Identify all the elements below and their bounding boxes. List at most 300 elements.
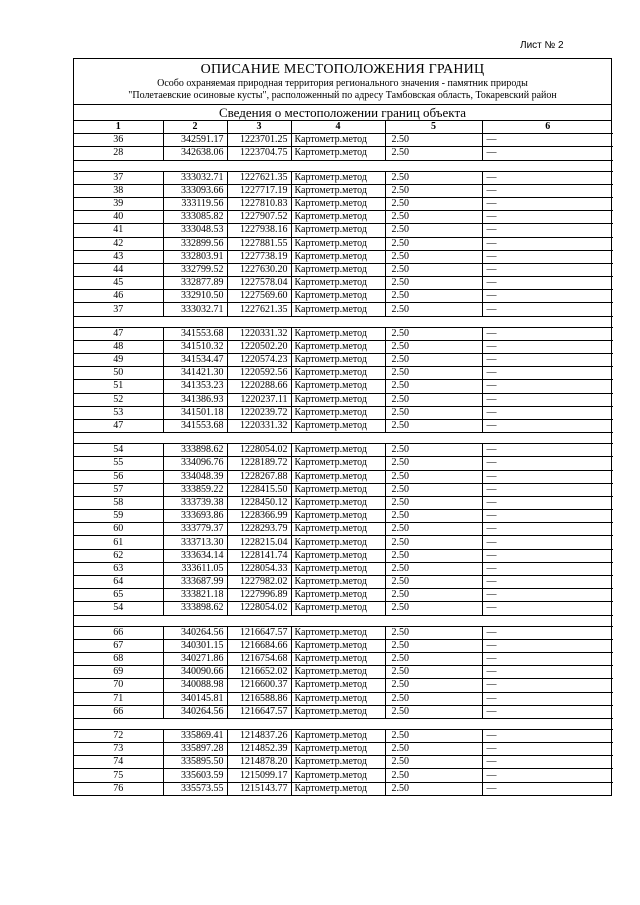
table-group-separator [74,718,613,729]
table-cell: 1223704.75 [227,147,291,160]
table-cell: 332877.89 [163,277,227,290]
table-cell: — [482,536,613,549]
table-cell: 2.50 [385,457,482,470]
table-cell: 1228054.33 [227,562,291,575]
table-cell: — [482,639,613,652]
table-cell: 1228450.12 [227,496,291,509]
table-cell: 54 [74,602,163,615]
table-cell: 341510.32 [163,340,227,353]
table-cell: — [482,457,613,470]
table-row [74,444,613,457]
document-title: ОПИСАНИЕ МЕСТОПОЛОЖЕНИЯ ГРАНИЦ [200,62,485,77]
table-cell: 1214837.26 [227,729,291,742]
table-row [74,340,613,353]
table-cell: — [482,327,613,340]
table-cell: — [482,705,613,718]
table-cell: 2.50 [385,419,482,432]
table-cell: 56 [74,470,163,483]
table-cell: 2.50 [385,576,482,589]
table-cell: 1228293.79 [227,523,291,536]
table-cell: Картометр.метод [291,510,385,523]
table-cell: 2.50 [385,444,482,457]
table-row [74,327,613,340]
table-cell: 2.50 [385,263,482,276]
table-cell: Картометр.метод [291,705,385,718]
table-cell: 39 [74,197,163,210]
table-cell: 2.50 [385,483,482,496]
table-cell: 1214878.20 [227,756,291,769]
table-cell: 1215143.77 [227,782,291,795]
table-row [74,769,613,782]
separator-cell [74,160,613,171]
table-cell: 335895.50 [163,756,227,769]
table-row [74,134,613,147]
table-cell: Картометр.метод [291,380,385,393]
table-cell: 1220331.32 [227,327,291,340]
table-cell: 60 [74,523,163,536]
table-cell: — [482,523,613,536]
table-cell: — [482,589,613,602]
sheet-number: Лист № 2 [520,40,564,51]
table-cell: — [482,224,613,237]
table-cell: 1227578.04 [227,277,291,290]
document-frame [73,58,612,796]
table-cell: — [482,483,613,496]
table-cell: 52 [74,393,163,406]
table-cell: 2.50 [385,406,482,419]
table-cell: 1216754.68 [227,652,291,665]
table-cell: 1228054.02 [227,444,291,457]
table-cell: 1227982.02 [227,576,291,589]
table-cell: Картометр.метод [291,743,385,756]
table-cell: 333687.99 [163,576,227,589]
table-cell: 51 [74,380,163,393]
table-cell: — [482,290,613,303]
table-cell: — [482,756,613,769]
table-cell: 341421.30 [163,367,227,380]
table-cell: 45 [74,277,163,290]
table-row [74,589,613,602]
table-cell: 37 [74,171,163,184]
table-header-row [74,121,613,134]
table-cell: Картометр.метод [291,769,385,782]
table-row [74,380,613,393]
table-row [74,562,613,575]
table-cell: Картометр.метод [291,134,385,147]
table-cell: 1216588.86 [227,692,291,705]
table-cell: 41 [74,224,163,237]
table-cell: 333859.22 [163,483,227,496]
table-cell: 333693.86 [163,510,227,523]
table-cell: 1214852.39 [227,743,291,756]
table-cell: 1227569.60 [227,290,291,303]
table-cell: 1220592.56 [227,367,291,380]
table-row [74,705,613,718]
table-cell: 1228189.72 [227,457,291,470]
table-cell: 2.50 [385,340,482,353]
table-row [74,211,613,224]
table-cell: Картометр.метод [291,290,385,303]
table-row [74,470,613,483]
section-title: Сведения о местоположении границ объекта [74,105,611,121]
table-group-separator [74,615,613,626]
table-cell: 47 [74,419,163,432]
table-cell: 340090.66 [163,666,227,679]
table-cell: 340088.98 [163,679,227,692]
table-cell: 2.50 [385,743,482,756]
table-cell: 2.50 [385,510,482,523]
column-header: 6 [482,121,613,134]
table-cell: 1220331.32 [227,419,291,432]
table-row [74,290,613,303]
table-cell: Картометр.метод [291,756,385,769]
table-cell: Картометр.метод [291,523,385,536]
table-cell: — [482,197,613,210]
table-cell: — [482,562,613,575]
table-cell: 2.50 [385,536,482,549]
table-row [74,303,613,316]
table-cell: 49 [74,354,163,367]
table-row [74,406,613,419]
table-cell: 2.50 [385,679,482,692]
table-cell: 1228267.88 [227,470,291,483]
table-row [74,549,613,562]
table-cell: — [482,134,613,147]
coordinates-table [74,121,613,795]
table-cell: 1228054.02 [227,602,291,615]
table-cell: Картометр.метод [291,171,385,184]
table-cell: 42 [74,237,163,250]
table-cell: — [482,576,613,589]
table-cell: Картометр.метод [291,354,385,367]
column-header: 5 [385,121,482,134]
table-cell: 2.50 [385,626,482,639]
table-cell: 73 [74,743,163,756]
table-cell: 333898.62 [163,444,227,457]
table-cell: 1216684.66 [227,639,291,652]
table-cell: 1227717.19 [227,184,291,197]
table-cell: — [482,340,613,353]
table-cell: 2.50 [385,134,482,147]
table-cell: 340145.81 [163,692,227,705]
table-cell: 341534.47 [163,354,227,367]
table-cell: 54 [74,444,163,457]
table-cell: 2.50 [385,250,482,263]
table-cell: 61 [74,536,163,549]
table-row [74,756,613,769]
table-cell: 2.50 [385,756,482,769]
table-cell: 335869.41 [163,729,227,742]
table-cell: 1220237.11 [227,393,291,406]
table-row [74,277,613,290]
table-cell: — [482,602,613,615]
table-cell: 69 [74,666,163,679]
table-cell: 63 [74,562,163,575]
table-row [74,483,613,496]
table-row [74,639,613,652]
table-row [74,147,613,160]
table-cell: 341386.93 [163,393,227,406]
table-cell: 1223701.25 [227,134,291,147]
table-row [74,263,613,276]
table-row [74,652,613,665]
table-cell: 333119.56 [163,197,227,210]
table-row [74,692,613,705]
table-cell: Картометр.метод [291,576,385,589]
table-cell: 44 [74,263,163,276]
table-cell: 1216647.57 [227,705,291,718]
table-cell: 47 [74,327,163,340]
table-cell: — [482,211,613,224]
table-cell: 38 [74,184,163,197]
table-cell: — [482,743,613,756]
table-cell: 335573.55 [163,782,227,795]
table-cell: 2.50 [385,147,482,160]
table-cell: Картометр.метод [291,224,385,237]
table-cell: 2.50 [385,602,482,615]
table-cell: 2.50 [385,224,482,237]
table-cell: 341501.18 [163,406,227,419]
table-row [74,679,613,692]
table-cell: 75 [74,769,163,782]
table-cell: 340264.56 [163,626,227,639]
table-cell: 2.50 [385,496,482,509]
table-cell: 2.50 [385,705,482,718]
table-cell: — [482,380,613,393]
table-row [74,367,613,380]
table-cell: 2.50 [385,393,482,406]
table-cell: 1227907.52 [227,211,291,224]
table-cell: 2.50 [385,197,482,210]
table-cell: 2.50 [385,639,482,652]
table-cell: 1228215.04 [227,536,291,549]
table-cell: — [482,729,613,742]
table-cell: 2.50 [385,470,482,483]
table-cell: 333739.38 [163,496,227,509]
table-cell: Картометр.метод [291,367,385,380]
table-row [74,626,613,639]
table-cell: 59 [74,510,163,523]
table-cell: 58 [74,496,163,509]
table-cell: — [482,367,613,380]
table-cell: — [482,782,613,795]
table-row [74,184,613,197]
table-cell: 53 [74,406,163,419]
table-cell: — [482,470,613,483]
table-cell: Картометр.метод [291,549,385,562]
table-cell: — [482,303,613,316]
table-cell: Картометр.метод [291,666,385,679]
table-row [74,171,613,184]
table-row [74,743,613,756]
column-header: 1 [74,121,163,134]
table-cell: — [482,666,613,679]
table-cell: 333898.62 [163,602,227,615]
table-cell: 2.50 [385,549,482,562]
table-row [74,419,613,432]
table-cell: 1216652.02 [227,666,291,679]
table-cell: Картометр.метод [291,483,385,496]
table-cell: 55 [74,457,163,470]
table-row [74,197,613,210]
table-row [74,782,613,795]
table-cell: 1227621.35 [227,303,291,316]
table-cell: Картометр.метод [291,263,385,276]
separator-cell [74,316,613,327]
table-cell: 2.50 [385,692,482,705]
table-cell: Картометр.метод [291,692,385,705]
table-cell: 68 [74,652,163,665]
table-cell: 342591.17 [163,134,227,147]
table-cell: 43 [74,250,163,263]
table-cell: 341553.68 [163,419,227,432]
table-cell: — [482,549,613,562]
table-cell: 333032.71 [163,303,227,316]
table-cell: Картометр.метод [291,184,385,197]
table-cell: 2.50 [385,354,482,367]
table-cell: 72 [74,729,163,742]
table-cell: 36 [74,134,163,147]
column-header: 2 [163,121,227,134]
separator-cell [74,718,613,729]
table-cell: 333779.37 [163,523,227,536]
table-cell: 2.50 [385,523,482,536]
table-cell: 1220239.72 [227,406,291,419]
table-cell: Картометр.метод [291,393,385,406]
table-cell: 57 [74,483,163,496]
table-cell: 332899.56 [163,237,227,250]
table-cell: Картометр.метод [291,639,385,652]
column-header: 4 [291,121,385,134]
table-group-separator [74,160,613,171]
table-cell: — [482,277,613,290]
table-row [74,250,613,263]
table-cell: 1227881.55 [227,237,291,250]
table-cell: Картометр.метод [291,197,385,210]
table-cell: 2.50 [385,171,482,184]
table-cell: 333032.71 [163,171,227,184]
table-cell: 1227630.20 [227,263,291,276]
table-cell: Картометр.метод [291,250,385,263]
table-cell: 2.50 [385,184,482,197]
table-cell: 335603.59 [163,769,227,782]
table-cell: 2.50 [385,303,482,316]
table-cell: Картометр.метод [291,652,385,665]
table-cell: — [482,626,613,639]
table-cell: 1216647.57 [227,626,291,639]
table-cell: Картометр.метод [291,626,385,639]
table-cell: Картометр.метод [291,147,385,160]
table-cell: 342638.06 [163,147,227,160]
table-cell: Картометр.метод [291,211,385,224]
document-header [74,59,611,105]
table-cell: — [482,184,613,197]
table-cell: 64 [74,576,163,589]
table-cell: 2.50 [385,211,482,224]
table-cell: 2.50 [385,562,482,575]
table-cell: Картометр.метод [291,536,385,549]
table-cell: 46 [74,290,163,303]
table-cell: 1227738.19 [227,250,291,263]
table-cell: 2.50 [385,327,482,340]
table-cell: — [482,496,613,509]
table-cell: 340264.56 [163,705,227,718]
table-row [74,576,613,589]
table-cell: 66 [74,705,163,718]
table-cell: — [482,406,613,419]
table-cell: — [482,263,613,276]
table-cell: 335897.28 [163,743,227,756]
table-cell: — [482,510,613,523]
table-cell: Картометр.метод [291,562,385,575]
table-cell: 1227621.35 [227,171,291,184]
table-cell: 1220502.20 [227,340,291,353]
table-cell: — [482,444,613,457]
table-cell: 37 [74,303,163,316]
table-row [74,666,613,679]
separator-cell [74,433,613,444]
table-row [74,523,613,536]
table-cell: 2.50 [385,666,482,679]
table-cell: Картометр.метод [291,340,385,353]
table-cell: 340271.86 [163,652,227,665]
table-cell: — [482,171,613,184]
table-row [74,496,613,509]
table-cell: 334096.76 [163,457,227,470]
table-cell: Картометр.метод [291,277,385,290]
table-cell: 2.50 [385,380,482,393]
table-row [74,224,613,237]
table-cell: 1227996.89 [227,589,291,602]
table-row [74,510,613,523]
table-cell: 333821.18 [163,589,227,602]
table-cell: 341353.23 [163,380,227,393]
table-cell: Картометр.метод [291,470,385,483]
table-cell: 1228141.74 [227,549,291,562]
column-header: 3 [227,121,291,134]
table-cell: — [482,250,613,263]
table-cell: 50 [74,367,163,380]
table-cell: 333085.82 [163,211,227,224]
table-cell: 332910.50 [163,290,227,303]
table-cell: 2.50 [385,729,482,742]
table-cell: 341553.68 [163,327,227,340]
separator-cell [74,615,613,626]
table-cell: 2.50 [385,769,482,782]
table-cell: 67 [74,639,163,652]
table-cell: 2.50 [385,589,482,602]
table-cell: 2.50 [385,652,482,665]
table-cell: 332803.91 [163,250,227,263]
table-row [74,237,613,250]
table-cell: 71 [74,692,163,705]
table-cell: Картометр.метод [291,729,385,742]
territory-name-address: "Полетаевские осиновые кусты", расположенный по адресу Тамбовская область, Токаревский район [128,90,557,101]
table-cell: — [482,147,613,160]
table-cell: 2.50 [385,237,482,250]
table-cell: 66 [74,626,163,639]
table-group-separator [74,433,613,444]
table-row [74,729,613,742]
table-cell: — [482,769,613,782]
table-row [74,602,613,615]
table-cell: 2.50 [385,367,482,380]
table-cell: 333713.30 [163,536,227,549]
table-cell: 332799.52 [163,263,227,276]
table-row [74,354,613,367]
table-cell: Картометр.метод [291,327,385,340]
table-cell: 1228366.99 [227,510,291,523]
